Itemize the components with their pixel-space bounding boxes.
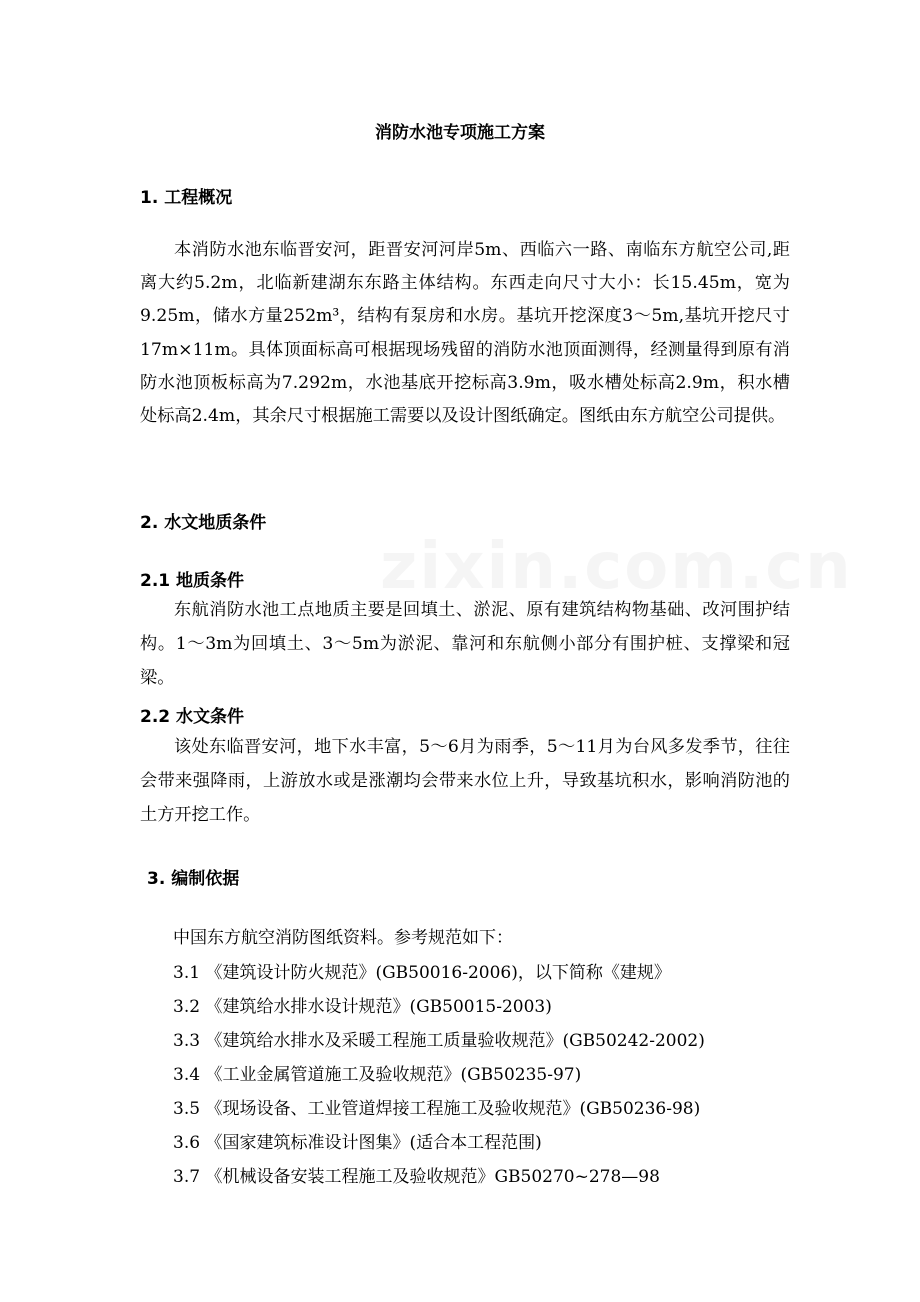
reference-item: 3.6 《国家建筑标准设计图集》(适合本工程范围) bbox=[173, 1133, 542, 1153]
reference-item: 3.3 《建筑给水排水及采暖工程施工质量验收规范》(GB50242-2002) bbox=[173, 1031, 705, 1051]
section-2-1-heading: 2.1 地质条件 bbox=[140, 571, 245, 591]
section-2-heading: 2. 水文地质条件 bbox=[140, 513, 267, 533]
reference-item: 3.5 《现场设备、工业管道焊接工程施工及验收规范》(GB50236-98) bbox=[173, 1099, 701, 1119]
reference-item: 3.4 《工业金属管道施工及验收规范》(GB50235-97) bbox=[173, 1065, 582, 1085]
watermark: zixin.com.cn bbox=[380, 530, 853, 604]
section-3-intro: 中国东方航空消防图纸资料。参考规范如下： bbox=[173, 928, 513, 948]
reference-item: 3.1 《建筑设计防火规范》(GB50016-2006)，以下简称《建规》 bbox=[173, 963, 671, 983]
section-1-heading: 1. 工程概况 bbox=[140, 188, 233, 208]
section-2-2-heading: 2.2 水文条件 bbox=[140, 707, 245, 727]
section-3-heading: 3. 编制依据 bbox=[147, 869, 240, 889]
section-2-1-body: 东航消防水池工点地质主要是回填土、淤泥、原有建筑结构物基础、改河围护结构。1～3m为回填土、3～5m为淤泥、靠河和东航侧小部分有围护桩、支撑梁和冠梁。 bbox=[140, 600, 790, 688]
section-1-body: 本消防水池东临晋安河，距晋安河河岸5m、西临六一路、南临东方航空公司,距离大约5.2m，北临新建湖东东路主体结构。东西走向尺寸大小：长15.45m，宽为9.25m，储水方量252m³，结构有泵房和水房。基坑开挖深度3～5m,基坑开挖尺寸17m×11m。具体顶面标高可根据现场残留的消防水池顶面测得，经测量得到原有消防水池顶板标高为7.292m，水池基底开挖标高3.9m，吸水槽处标高2.9m，积水槽处标高2.4m，其余尺寸根据施工需要以及设计图纸确定。图纸由东方航空公司提供。 bbox=[140, 240, 790, 427]
section-2-2-body: 该处东临晋安河，地下水丰富，5～6月为雨季，5～11月为台风多发季节，往往会带来强降雨，上游放水或是涨潮均会带来水位上升，导致基坑积水，影响消防池的土方开挖工作。 bbox=[140, 737, 790, 825]
reference-item: 3.2 《建筑给水排水设计规范》(GB50015-2003) bbox=[173, 997, 552, 1017]
reference-item: 3.7 《机械设备安装工程施工及验收规范》GB50270~278—98 bbox=[173, 1167, 660, 1187]
document-title: 消防水池专项施工方案 bbox=[375, 123, 545, 143]
